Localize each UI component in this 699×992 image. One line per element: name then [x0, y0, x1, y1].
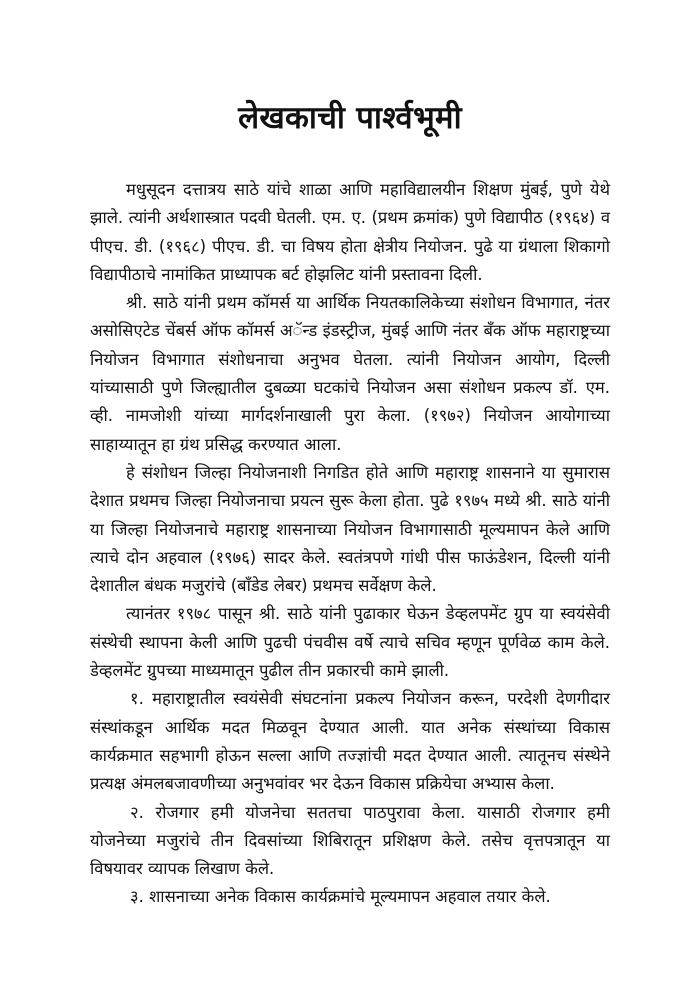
page-title: लेखकाची पार्श्वभूमी [238, 100, 462, 136]
paragraph-education: मधुसूदन दत्तात्रय साठे यांचे शाळा आणि महाविद्यालयीन शिक्षण मुंबई, पुणे येथे झाले. त्यांनी अर्थशास्त्रात पदवी घेतली. एम. ए. (प्रथम क्रमांक) पुणे विद्यापीठ (१९६४) व पीएच. डी. (१९६८) पीएच. डी. चा विषय होता क्षेत्रीय नियोजन. पुढे या ग्रंथाला शिकागो विद्यापीठाचे नामांकित प्राध्यापक बर्ट होझलिट यांनी प्रस्तावना दिली. [90, 180, 610, 284]
paragraph-work-item-1: १. महाराष्ट्रातील स्वयंसेवी संघटनांना प्रकल्प नियोजन करून, परदेशी देणगीदार संस्थांकडून आर्थिक मदत मिळवून देण्यात आली. यात अनेक संस्थांच्या विकास कार्यक्रमात सहभागी होऊन सल्ला आणि तज्ज्ञांची मदत देण्यात आली. त्यातूनच संस्थेने प्रत्यक्ष अंमलबजावणीच्या अनुभवांवर भर देऊन विकास प्रक्रियेचा अभ्यास केला. [90, 689, 610, 794]
paragraph-district-planning: हे संशोधन जिल्हा नियोजनाशी निगडित होते आणि महाराष्ट्र शासनाने या सुमारास देशात प्रथमच जिल्हा नियोजनाचा प्रयत्न सुरू केला होता. पुढे १९७५ मध्ये श्री. साठे यांनी या जिल्हा नियोजनाचे महाराष्ट्र शासनाच्या नियोजन विभागासाठी मूल्यमापन केले आणि त्याचे दोन अहवाल (१९७६) सादर केले. स्वतंत्रपणे गांधी पीस फाऊंडेशन, दिल्ली यांनी देशातील बंधक मजुरांचे (बाँडेड लेबर) प्रथमच सर्वेक्षण केले. [90, 462, 610, 596]
paragraph-work-item-2: २. रोजगार हमी योजनेचा सततचा पाठपुरावा केला. यासाठी रोजगार हमी योजनेच्या मजुरांचे तीन दिवसांच्या शिबिरातून प्रशिक्षण केले. तसेच वृत्तपत्रातून या विषयावर व्यापक लिखाण केले. [90, 802, 610, 879]
paragraph-research-career: श्री. साठे यांनी प्रथम कॉमर्स या आर्थिक नियतकालिकेच्या संशोधन विभागात, नंतर असोसिएटेड चेंबर्स ऑफ कॉमर्स अॅन्ड इंडस्ट्रीज, मुंबई आणि नंतर बँक ऑफ महाराष्ट्रच्या नियोजन विभागात संशोधनाचा अनुभव घेतला. त्यांनी नियोजन आयोग, दिल्ली यांच्यासाठी पुणे जिल्ह्यातील दुबळ्या घटकांचे नियोजन असा संशोधन प्रकल्प डॉ. एम. व्ही. नामजोशी यांच्या मार्गदर्शनाखाली पुरा केला. (१९७२) नियोजन आयोगाच्या साहाय्यातून हा ग्रंथ प्रसिद्ध करण्यात आला. [90, 293, 610, 454]
paragraph-work-item-3: ३. शासनाच्या अनेक विकास कार्यक्रमांचे मूल्यमापन अहवाल तयार केले. [130, 887, 551, 907]
paragraph-development-group: त्यानंतर १९७८ पासून श्री. साठे यांनी पुढाकार घेऊन डेव्हलपमेंट ग्रुप या स्वयंसेवी संस्थेची स्थापना केली आणि पुढची पंचवीस वर्षे त्याचे सचिव म्हणून पूर्णवेळ काम केले. डेव्हलमेंट ग्रुपच्या माध्यमातून पुढील तीन प्रकारची कामे झाली. [90, 604, 610, 681]
document-body [90, 176, 610, 912]
